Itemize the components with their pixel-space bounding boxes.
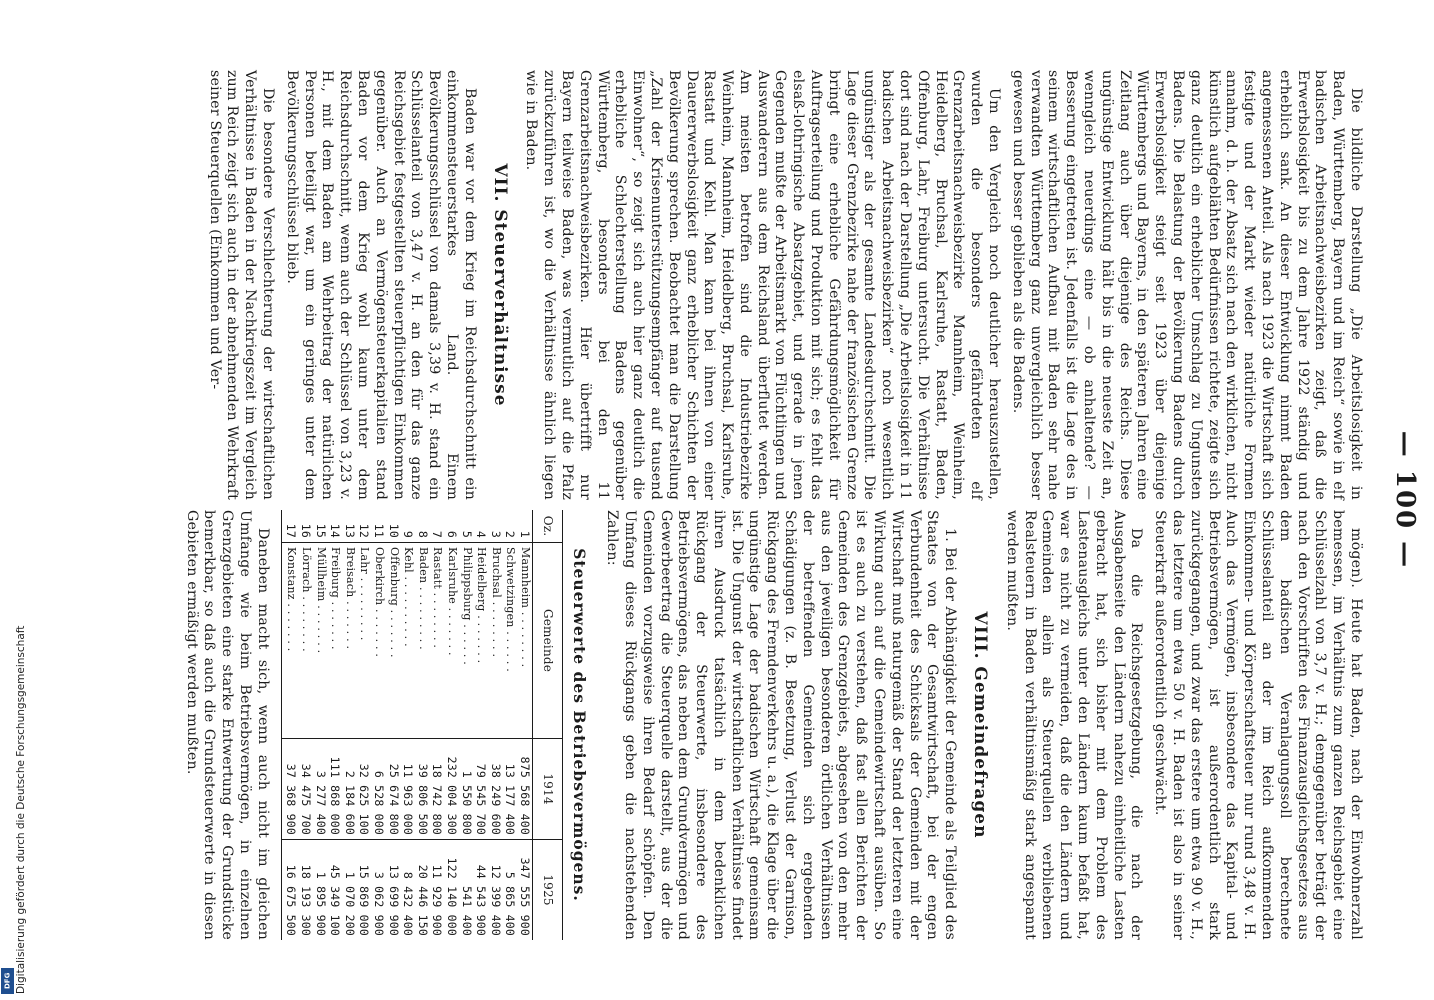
value-1925: 1 895 900 bbox=[313, 840, 328, 941]
funding-note bbox=[1, 598, 27, 994]
table-row bbox=[488, 510, 503, 940]
row-number: 7 bbox=[430, 530, 445, 538]
paragraph: mögen). Heute hat Baden, nach der Einwohnerzahl bemessen, im Verhältnis zum ganzen Reichsgebiet eine Schlüsselzahl von 3,7 v. H.; demgegenüber beträgt der nach den Vorschriften des Finanzausgleichsgesetzes aus dem badischen Veranlagungssoll berechnete Schlüsselanteil an der im Reich aufkommenden Einkommen- und Körperschaftsteuer nur rund 3,48 v. H. Auch das Vermögen, insbesondere das Kapital- und Betriebsvermögen, ist außerordentlich stark zurückgegangen, und zwar das erstere um etwa 90 v. H., das letztere um etwa 50 v. H. Baden ist also in seiner Steuerkraft außerordentlich geschwächt. bbox=[1152, 510, 1364, 940]
table-row bbox=[517, 510, 532, 940]
table-body bbox=[281, 510, 532, 940]
value-1925: 12 399 400 bbox=[488, 840, 503, 941]
municipality-name: Heidelberg . . . . . . . bbox=[474, 543, 489, 739]
row-number: 9 bbox=[401, 530, 416, 538]
row-number: 16 bbox=[299, 523, 314, 538]
value-1925: 45 349 100 bbox=[328, 840, 343, 941]
table-header-row bbox=[532, 510, 562, 940]
municipality-name: Bruchsal . . . . . . . . bbox=[488, 543, 503, 739]
value-1925: 16 675 500 bbox=[281, 840, 298, 941]
row-number: 8 bbox=[415, 530, 430, 538]
municipality-name: Lahr . . . . . . . . . bbox=[357, 543, 372, 739]
dfg-logo: DFG bbox=[1, 968, 14, 994]
row-number: 2 bbox=[503, 530, 518, 538]
table-row bbox=[328, 510, 343, 940]
municipality-name: Oberkirch . . . . . . . bbox=[371, 543, 386, 739]
value-1914: 34 475 700 bbox=[298, 739, 313, 840]
table-title: Steuerwerte des Betriebsvermögens. bbox=[570, 548, 590, 902]
value-1914: 38 249 600 bbox=[488, 739, 503, 840]
value-1914: 232 004 300 bbox=[444, 739, 459, 840]
paragraph: Da die Reichsgesetzgebung, die nach der Ausgabenseite den Ländern nahezu einheitliche Lasten gebracht hat, sich bisher mit dem Problem des Lastenausgleichs unter den Ländern kaum befaßt hat, war es nicht zu vermeiden, daß die den Ländern und Gemeinden allein als Steuerquellen verbliebenen Realsteuern in Baden verhältnismäßig stark angespannt werden mußten. bbox=[1003, 510, 1145, 940]
section-heading-viii: VIII. Gemeindefragen bbox=[970, 611, 991, 839]
municipality-name: Offenburg . . . . . . . bbox=[386, 543, 401, 739]
table-row bbox=[371, 510, 386, 940]
column-header-number: Oz. bbox=[532, 510, 562, 543]
value-1925: 8 432 400 bbox=[401, 840, 416, 941]
municipality-name: Breisach . . . . . . . bbox=[342, 543, 357, 739]
municipality-name: Lörrach . . . . . . . . bbox=[298, 543, 313, 739]
value-1914: 1 550 800 bbox=[459, 739, 474, 840]
municipality-name: Philippsburg . . . . . . bbox=[459, 543, 474, 739]
table-row bbox=[342, 510, 357, 940]
paragraph: Die bildliche Darstellung „Die Arbeitslosigkeit in Baden, Württemberg, Bayern und im Reich“ sowie in elf badischen Arbeitsnachweisbezirken zeigt, daß die Erwerbslosigkeit bis zu dem Jahre 1922 ständig und erheblich sank. An dieser Entwicklung nimmt Baden angemessenen Anteil. Als nach 1923 die Wirtschaft sich festigte und der Markt wieder natürliche Formen annahm, d. h. der Absatz sich nach den wirklichen, nicht künstlich aufgeblähten Bedürfnissen richtete, zeigte sich ganz deutlich ein erheblicher Umschlag zu Ungunsten Badens. Die Belastung der Bevölkerung Badens durch Erwerbslosigkeit steigt seit 1923 über diejenige Württembergs und Bayerns, in den späteren Jahren eine Zeitlang auch über diejenige des Reichs. Diese ungünstige Entwicklung hält bis in die neueste Zeit an, wenngleich neuerdings eine — ob anhaltende? — Besserung eingetreten ist. Jedenfalls ist die Lage des in seinem wirtschaftlichen Aufbau mit Baden sehr nahe verwandten Württemberg ganz unvergleichlich besser gewesen und besser geblieben als die Badens. bbox=[1009, 70, 1364, 500]
value-1925: 13 699 900 bbox=[386, 840, 401, 941]
page-number: — 100 — bbox=[1390, 430, 1420, 570]
left-column bbox=[199, 70, 1364, 500]
table-row bbox=[430, 510, 445, 940]
table-row bbox=[459, 510, 474, 940]
column-header-municipality: Gemeinde bbox=[532, 543, 562, 739]
municipality-name: Baden . . . . . . . . . bbox=[415, 543, 430, 739]
value-1925: 3 062 900 bbox=[371, 840, 386, 941]
table-row bbox=[503, 510, 518, 940]
municipality-name: Konstanz . . . . . . . bbox=[281, 543, 298, 739]
row-number: 15 bbox=[313, 523, 328, 538]
value-1914: 32 625 100 bbox=[357, 739, 372, 840]
value-1925: 15 869 000 bbox=[357, 840, 372, 941]
value-1925: 18 193 300 bbox=[298, 840, 313, 941]
value-1914: 11 963 000 bbox=[401, 739, 416, 840]
table-row bbox=[401, 510, 416, 940]
value-1914: 875 568 400 bbox=[517, 739, 532, 840]
value-1914: 25 674 800 bbox=[386, 739, 401, 840]
row-number: 6 bbox=[444, 530, 459, 538]
paragraph: Baden war vor dem Krieg im Reichsdurchschnitt ein einkommensteuerstarkes Land. Einem Bevölkerungsschlüssel von damals 3,39 v. H. stand ein Schlüsselanteil von 3,47 v. H. an den für das ganze Reichsgebiet festgestellten steuerpflichtigen Einkommen gegenüber. Auch an Vermögensteuerkapitalien stand Baden vor dem Krieg wohl kaum unter dem Reichsdurchschnitt, wenn auch der Schlüssel von 3,23 v. H., mit dem Baden am Wehrbeitrag der natürlichen Personen beteiligt war, um ein geringes unter dem Bevölkerungsschlüssel blieb. bbox=[283, 70, 478, 500]
table-row bbox=[281, 510, 298, 940]
row-number: 5 bbox=[459, 530, 474, 538]
funding-note-text: Digitalisierung gefördert durch die Deutsche Forschungsgemeinschaft bbox=[15, 625, 27, 994]
table-row bbox=[313, 510, 328, 940]
table-row bbox=[415, 510, 430, 940]
municipality-name: Schwetzingen . . . . . . bbox=[503, 543, 518, 739]
value-1925: 11 929 900 bbox=[430, 840, 445, 941]
value-1925: 347 555 900 bbox=[517, 840, 532, 941]
value-1914: 37 368 900 bbox=[281, 739, 298, 840]
municipality-name: Müllheim . . . . . . . bbox=[313, 543, 328, 739]
paragraph: Um den Vergleich noch deutlicher herauszustellen, wurden die besonders gefährdeten elf Grenzarbeitsnachweisbezirke Mannheim, Weinheim, Heidelberg, Bruchsal, Karlsruhe, Rastatt, Baden, Offenburg, Lahr, Freiburg untersucht. Die Verhältnisse dort sind nach der Darstellung „Die Arbeitslosigkeit in 11 badischen Arbeitsnachweisbezirken“ noch wesentlich ungünstiger als der gesamte Landesdurchschnitt. Die Lage dieser Grenzbezirke nahe der französischen Grenze bringt eine erhebliche Gefährdungsmöglichkeit für Auftragserteilung und Produktion mit sich; es fehlt das elsaß-lothringische Absatzgebiet, und gerade in jenen Gegenden mußte der Arbeitsmarkt von Flüchtlingen und Auswanderern aus dem Reichsland überflutet werden. Am meisten betroffen sind die Industriebezirke Weinheim, Mannheim, Heidelberg, Bruchsal, Karlsruhe, Rastatt und Kehl. Man kann bei ihnen von einer Dauererwerbslosigkeit ganz erheblicher Schichten der Bevölkerung sprechen. Beobachtet man die Darstellung „Zahl der Krisenunterstützungsempfänger auf tausend Einwohner“, so zeigt sich auch hier ganz deutlich die erhebliche Schlechterstellung Badens gegenüber Württemberg, besonders bei den 11 Grenzarbeitsnachweisbezirken. Hier übertrifft nur Bayern teilweise Baden, was vermutlich auf die Pfalz zurückzuführen ist, wo die Verhältnisse ähnlich liegen wie in Baden. bbox=[523, 70, 1003, 500]
paragraph: Daneben macht sich, wenn auch nicht im gleichen Umfange wie beim Betriebsvermögen, in einzelnen Grenzgebieten eine starke Entwertung der Grundstücke bemerkbar, so daß auch die Grundsteuerwerte in diesen Gebieten ermäßigt werden mußten. bbox=[183, 510, 271, 940]
municipality-name: Mannheim . . . . . . . . bbox=[517, 543, 532, 739]
value-1914: 18 742 800 bbox=[430, 739, 445, 840]
row-number: 13 bbox=[342, 523, 357, 538]
table-row bbox=[357, 510, 372, 940]
table-row bbox=[444, 510, 459, 940]
value-1914: 39 806 500 bbox=[415, 739, 430, 840]
municipality-name: Rastatt . . . . . . . . bbox=[430, 543, 445, 739]
value-1914: 3 277 400 bbox=[313, 739, 328, 840]
row-number: 17 bbox=[281, 510, 298, 543]
right-column bbox=[176, 510, 1364, 940]
section-heading-vii: VII. Steuerverhältnisse bbox=[489, 163, 510, 407]
value-1925: 1 070 200 bbox=[342, 840, 357, 941]
row-number: 14 bbox=[328, 523, 343, 538]
value-1925: 20 446 150 bbox=[415, 840, 430, 941]
value-1914: 6 528 000 bbox=[371, 739, 386, 840]
tax-values-table bbox=[281, 510, 563, 940]
column-header-1925: 1925 bbox=[532, 840, 562, 941]
paragraph: Die besondere Verschlechterung der wirtschaftlichen Verhältnisse in Baden in der Nachkriegszeit im Vergleich zum Reich zeigt sich auch in der abnehmenden Wehrkraft seiner Steuerquellen (Einkommen und Ver- bbox=[206, 70, 276, 500]
value-1914: 2 184 600 bbox=[342, 739, 357, 840]
row-number: 3 bbox=[488, 530, 503, 538]
row-number: 4 bbox=[474, 530, 489, 538]
municipality-name: Kehl . . . . . . . . . . bbox=[401, 543, 416, 739]
value-1914: 13 177 400 bbox=[503, 739, 518, 840]
value-1914: 79 545 700 bbox=[474, 739, 489, 840]
table-row bbox=[386, 510, 401, 940]
value-1925: 122 140 000 bbox=[444, 840, 459, 941]
row-number: 10 bbox=[386, 523, 401, 538]
value-1925: 5 865 400 bbox=[503, 840, 518, 941]
paragraph: 1. Bei der Abhängigkeit der Gemeinde als Teilglied des Staates von der Gesamtwirtschaft, bei der engen Verbundenheit des Schicksals der Gemeinden mit der Wirtschaft muß naturgemäß der Stand der letzteren eine Wirkung auch auf die Gemeindewirtschaft ausüben. So ist es auch zu verstehen, daß fast allen Berichten der Gemeinden des Grenzgebiets, abgesehen von den mehr aus den jeweiligen besonderen örtlichen Verhältnissen der betreffenden Gemeinden sich ergebenden Schädigungen (z. B. Besetzung, Verlust der Garnison, Rückgang des Fremdenverkehrs u. a.), die Klage über die ungünstige Lage der badischen Wirtschaft gemeinsam ist. Die Ungunst der wirtschaftlichen Verhältnisse findet ihren Ausdruck tatsächlich in dem bedenklichen Rückgang der Steuerwerte, insbesondere des Betriebsvermögens, das neben dem Grundvermögen und Gewerbeertrag die Steuerquelle darstellt, aus der die Gemeinden vorzugsweise ihren Bedarf schöpfen. Den Umfang dieses Rückgangs geben die nachstehenden Zahlen: bbox=[604, 510, 959, 940]
row-number: 11 bbox=[372, 523, 386, 538]
municipality-name: Freiburg . . . . . . . bbox=[328, 543, 343, 739]
value-1925: 541 400 bbox=[459, 840, 474, 941]
table-row bbox=[298, 510, 313, 940]
municipality-name: Karlsruhe . . . . . . . bbox=[444, 543, 459, 739]
value-1925: 44 543 900 bbox=[474, 840, 489, 941]
table-row bbox=[474, 510, 489, 940]
row-number: 1 bbox=[517, 530, 532, 538]
column-header-1914: 1914 bbox=[532, 739, 562, 840]
row-number: 12 bbox=[357, 523, 372, 538]
value-1914: 111 868 000 bbox=[328, 739, 343, 840]
